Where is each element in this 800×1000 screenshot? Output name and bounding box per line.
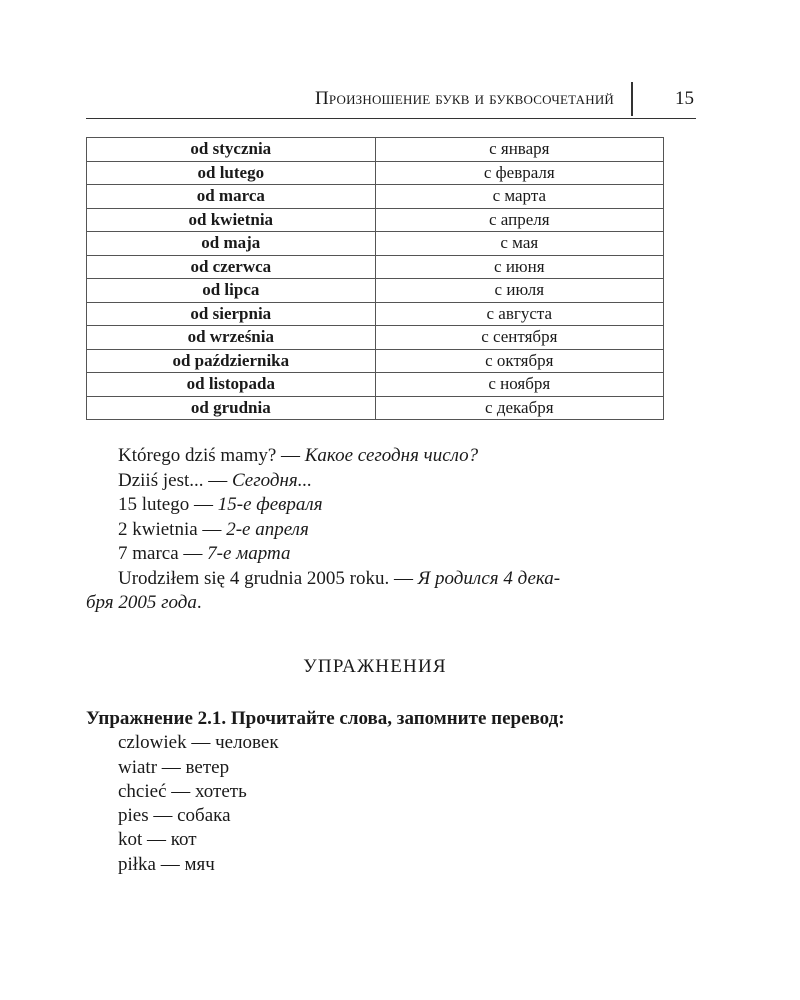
russian-translation: с июля <box>375 279 663 303</box>
polish-phrase: od marca <box>87 185 376 209</box>
birth-example-polish: Urodziłem się 4 grudnia 2005 roku. — <box>118 567 418 589</box>
months-table <box>86 137 664 420</box>
vocab-item: czlowiek — человек <box>118 732 279 754</box>
table-row <box>87 255 664 279</box>
example-polish: 15 lutego — <box>118 494 218 515</box>
example-polish: 7 marca — <box>118 543 208 564</box>
example-russian: 7-е марта <box>207 543 291 564</box>
vocab-item: kot — кот <box>118 829 197 851</box>
birth-example-russian-part1: Я родился 4 дека- <box>417 567 561 589</box>
section-title: УПРАЖНЕНИЯ <box>303 656 447 677</box>
example-polish: Dziiś jest... — <box>118 469 232 491</box>
russian-translation: с ноября <box>375 373 663 397</box>
vocab-item: piłka — мяч <box>118 853 215 875</box>
example-polish: 2 kwietnia — <box>118 518 227 540</box>
polish-phrase: od maja <box>87 232 376 256</box>
example-russian: Сегодня... <box>232 469 313 491</box>
vocab-item: wiatr — ветер <box>118 756 230 778</box>
page-number: 15 <box>675 88 694 109</box>
example-russian: 15-е февраля <box>217 494 323 515</box>
table-row <box>87 349 664 373</box>
russian-translation: с апреля <box>375 208 663 232</box>
polish-phrase: od lutego <box>87 161 376 185</box>
table-row <box>87 208 664 232</box>
vocab-item: pies — собака <box>118 805 231 827</box>
example-polish: Którego dziś mamy? — <box>118 445 305 466</box>
polish-phrase: od stycznia <box>87 138 376 162</box>
russian-translation: с января <box>375 138 663 162</box>
table-row <box>87 373 664 397</box>
table-row <box>87 279 664 303</box>
polish-phrase: od listopada <box>87 373 376 397</box>
russian-translation: с октября <box>375 349 663 373</box>
example-line <box>86 518 666 543</box>
table-row <box>87 138 664 162</box>
polish-phrase: od września <box>87 326 376 350</box>
russian-translation: с марта <box>375 185 663 209</box>
birth-example-continuation <box>86 591 666 616</box>
table-row <box>87 185 664 209</box>
russian-translation: с августа <box>375 302 663 326</box>
table-row <box>87 232 664 256</box>
table-row <box>87 302 664 326</box>
running-title: Произношение букв и буквосочетаний <box>314 88 614 109</box>
polish-phrase: od października <box>87 349 376 373</box>
vocab-item: chcieć — хотеть <box>118 780 247 802</box>
example-line <box>86 444 666 469</box>
polish-phrase: od lipca <box>87 279 376 303</box>
example-russian: 2-е апреля <box>226 518 309 540</box>
polish-phrase: od kwietnia <box>87 208 376 232</box>
russian-translation: с февраля <box>375 161 663 185</box>
russian-translation: с июня <box>375 255 663 279</box>
russian-translation: с мая <box>375 232 663 256</box>
running-head <box>86 82 696 119</box>
russian-translation: с сентября <box>375 326 663 350</box>
russian-translation: с декабря <box>375 396 663 420</box>
birth-example-period: . <box>196 592 202 613</box>
example-russian: Какое сегодня число? <box>304 445 479 466</box>
header-divider <box>631 82 633 116</box>
table-row <box>87 326 664 350</box>
polish-phrase: od sierpnia <box>87 302 376 326</box>
table-row <box>87 396 664 420</box>
date-examples <box>86 444 666 616</box>
exercise-title: Упражнение 2.1. Прочитайте слова, запомните перевод: <box>86 708 565 729</box>
birth-example-russian-part2: бря 2005 года <box>86 592 197 613</box>
birth-example-line <box>86 567 666 592</box>
example-line <box>86 493 666 518</box>
exercise-block <box>86 707 686 877</box>
polish-phrase: od czerwca <box>87 255 376 279</box>
example-line <box>86 469 666 494</box>
table-row <box>87 161 664 185</box>
example-line <box>86 542 666 567</box>
polish-phrase: od grudnia <box>87 396 376 420</box>
